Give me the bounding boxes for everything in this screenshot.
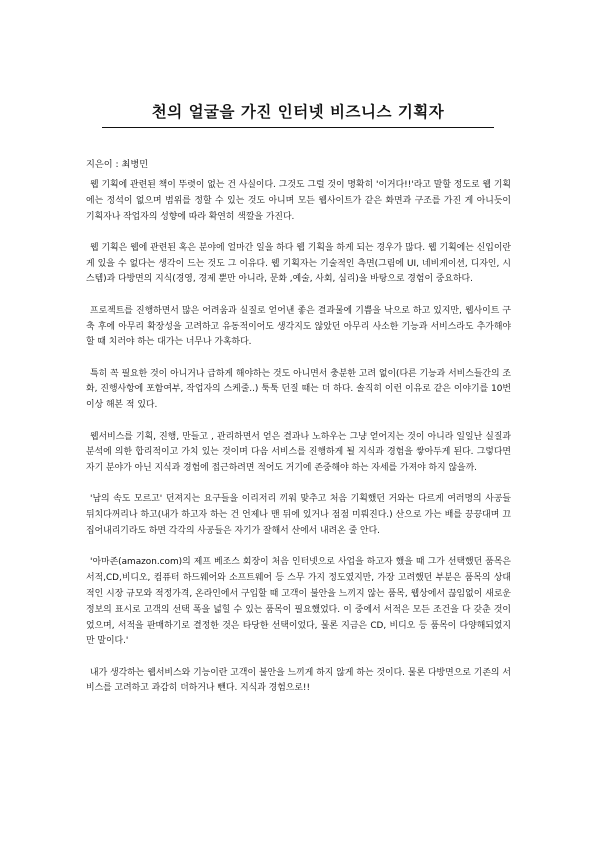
- document-body: [86, 178, 511, 713]
- paragraph-7: '아마존(amazon.com)의 제프 베조스 회장이 처음 인터넷으로 사업을 하고자 했을 때 그가 선택했던 품목은 서적,CD,비디오, 컴퓨터 하드웨어와 소프트웨어 등 스무 가지 정도였지만, 가장 고려했던 부분은 품목의 상대적인 시장 규모와 적정가격, 온라인에서 구입할 때 고객이 불안을 느끼지 않는 품목, 웹상에서 끊임없이 새로운 정보의 표시로 고객의 선택 폭을 넓힐 수 있는 품목이 필요했었다. 이 중에서 서적은 모든 조건을 다 갖춘 것이었으며, 서적을 판매하기로 결정한 것은 타당한 선택이었다, 물론 지금은 CD, 비디오 등 품목이 다양해되었지만 말이다.': [86, 557, 511, 647]
- paragraph-8: 내가 생각하는 웹서비스와 기능이란 고객이 불안을 느끼게 하지 않게 하는 것이다. 물론 다방면으로 기존의 서비스를 고려하고 과감히 더하거나 뺀다. 지식과 경험으로!!: [86, 667, 511, 694]
- document-title: 천의 얼굴을 가진 인터넷 비즈니스 기획자: [151, 103, 445, 121]
- author-line: 지은이 : 최병민: [86, 159, 149, 170]
- paragraph-3: 프로젝트를 진행하면서 많은 어려움과 실질로 얻어낸 좋은 결과물에 기쁨을 낙으로 하고 있지만, 웹사이트 구축 후에 아무리 확장성을 고려하고 유동적이어도 생각지도 않았던 아무리 사소한 기능과 서비스라도 추가해야 할 때 치러야 하는 대가는 너무나 가혹하다.: [86, 305, 511, 348]
- paragraph-1: 웹 기획에 관련된 책이 뚜렷이 없는 건 사실이다. 그것도 그럴 것이 명확히 '이거다!!'라고 말할 정도로 웹 기획에는 정석이 없으며 범위를 정할 수 있는 것도 아니며 모든 웹사이트가 같은 화면과 구조를 가진 게 아니듯이 기획자나 작업자의 성향에 따라 확연히 색깔을 가진다.: [86, 180, 511, 222]
- paragraph-5: 웹서비스를 기획, 진행, 만들고 , 관리하면서 얻은 결과나 노하우는 그냥 얻어지는 것이 아니라 일일난 실질과 분석에 의한 합리적이고 가치 있는 것이며 다음 서비스를 진행하게 될 지식과 경험을 쌓아두게 된다. 그렇다면 자기 분야가 아닌 지식과 경험에 접근하려면 적어도 거기에 존중해야 하는 자세를 가져야 하지 않을까.: [86, 431, 511, 474]
- paragraph-4: 특히 꼭 필요한 것이 아니거나 급하게 해야하는 것도 아니면서 충분한 고려 없이(다른 기능과 서비스들간의 조화, 진행사항에 포함여부, 작업자의 스케줄..) 툭툭 던질 때는 더 하다. 솔직히 이런 이유로 같은 이야기를 10번 이상 해본 적 있다.: [86, 368, 511, 411]
- paragraph-6: '남의 속도 모르고' 던져지는 요구들을 이리저리 끼워 맞추고 처음 기획했던 거와는 다르게 여러명의 사공들 뒤치다꺼리나 하고(내가 하고자 하는 건 언제나 맨 뒤에 있거나 점점 미뤄진다.) 산으로 가는 배를 끙끙대며 끄집어내리기라도 하면 각각의 사공들은 자기가 잘해서 산에서 내려온 줄 안다.: [86, 494, 511, 537]
- paragraph-2: 웹 기획은 웹에 관련된 혹은 분야에 얼마간 일을 하다 웹 기획을 하게 되는 경우가 많다. 웹 기획에는 신입이란 게 있을 수 없다는 생각이 드는 것도 그 이유다. 웹 기획자는 기술적인 측면(그림에 UI, 네비게이션, 디자인, 시스템)과 다방면의 지식(경영, 경제 뿐만 아니라, 문화 ,예술, 사회, 심리)을 바탕으로 경험이 중요하다.: [86, 242, 511, 285]
- title-underline: [102, 127, 494, 128]
